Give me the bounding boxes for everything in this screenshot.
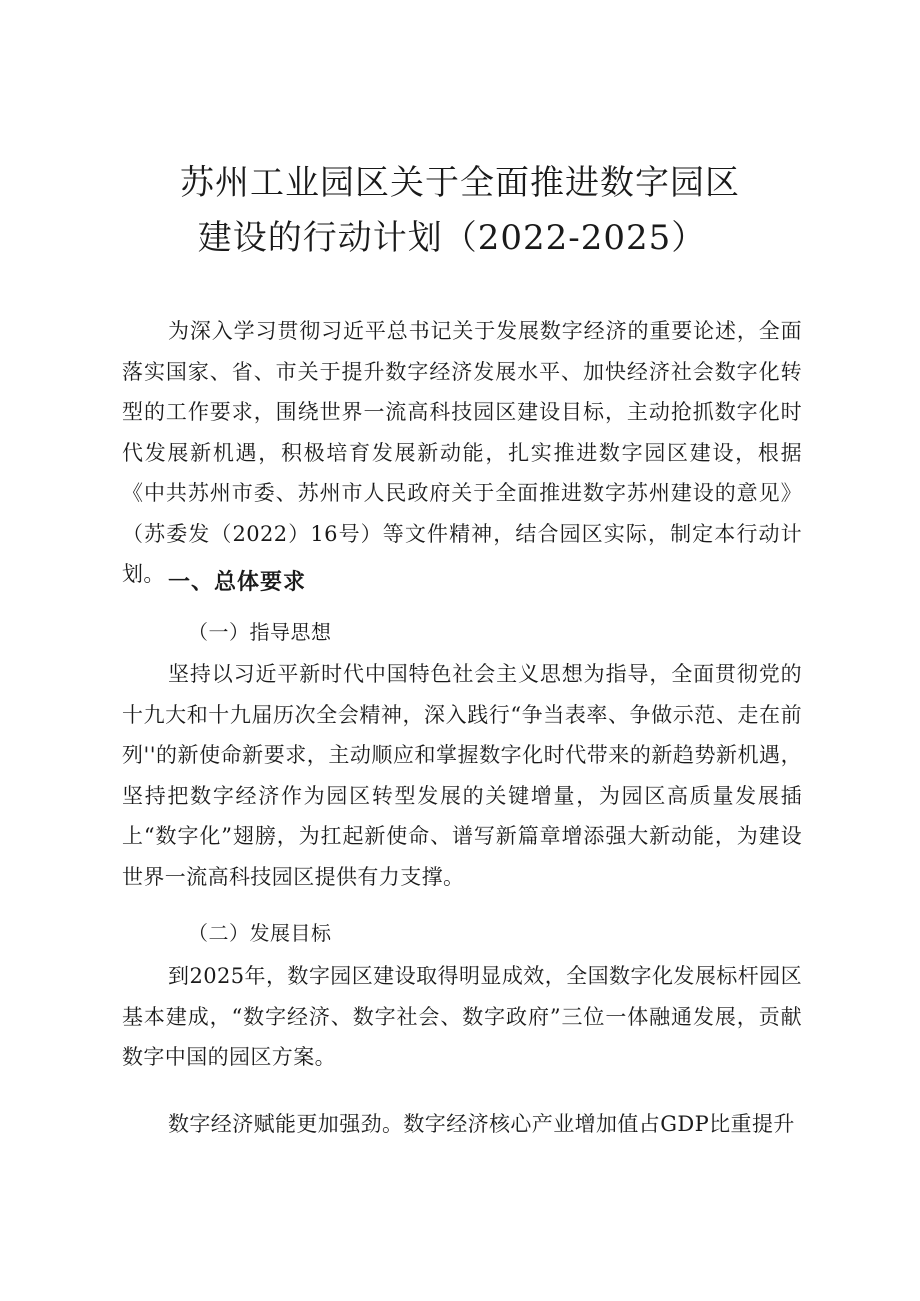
section-heading-general-requirements: 一、总体要求 bbox=[168, 570, 307, 595]
digital-economy-paragraph: 数字经济赋能更加强劲。数字经济核心产业增加值占GDP比重提升 bbox=[168, 1112, 795, 1136]
document-title-line-1: 苏州工业园区关于全面推进数字园区 bbox=[180, 163, 740, 203]
development-goals-paragraph: 到2025年，数字园区建设取得明显成效，全国数字化发展标杆园区基本建成，“数字经济、数字社会、数字政府”三位一体融通发展，贡献数字中国的园区方案。 bbox=[122, 964, 802, 1069]
subsection-heading-development-goals: （二）发展目标 bbox=[188, 921, 332, 945]
document-title-line-2: 建设的行动计划（2022-2025） bbox=[197, 218, 707, 258]
subsection-heading-guiding-ideology: （一）指导思想 bbox=[188, 620, 332, 644]
intro-paragraph: 为深入学习贯彻习近平总书记关于发展数字经济的重要论述，全面落实国家、省、市关于提升数字经济发展水平、加快经济社会数字化转型的工作要求，围绕世界一流高科技园区建设目标，主动抢抓数字化时代发展新机遇，积极培育发展新动能，扎实推进数字园区建设，根据《中共苏州市委、苏州市人民政府关于全面推进数字苏州建设的意见》（苏委发（2022）16号）等文件精神，结合园区实际，制定本行动计划。 bbox=[122, 319, 802, 586]
guiding-ideology-paragraph: 坚持以习近平新时代中国特色社会主义思想为指导，全面贯彻党的十九大和十九届历次全会精神，深入践行“争当表率、争做示范、走在前列''的新使命新要求，主动顺应和掌握数字化时代带来的新趋势新机遇，坚持把数字经济作为园区转型发展的关键增量，为园区高质量发展插上“数字化”翅膀，为扛起新使命、谱写新篇章增添强大新动能，为建设世界一流高科技园区提供有力支撑。 bbox=[122, 662, 802, 889]
